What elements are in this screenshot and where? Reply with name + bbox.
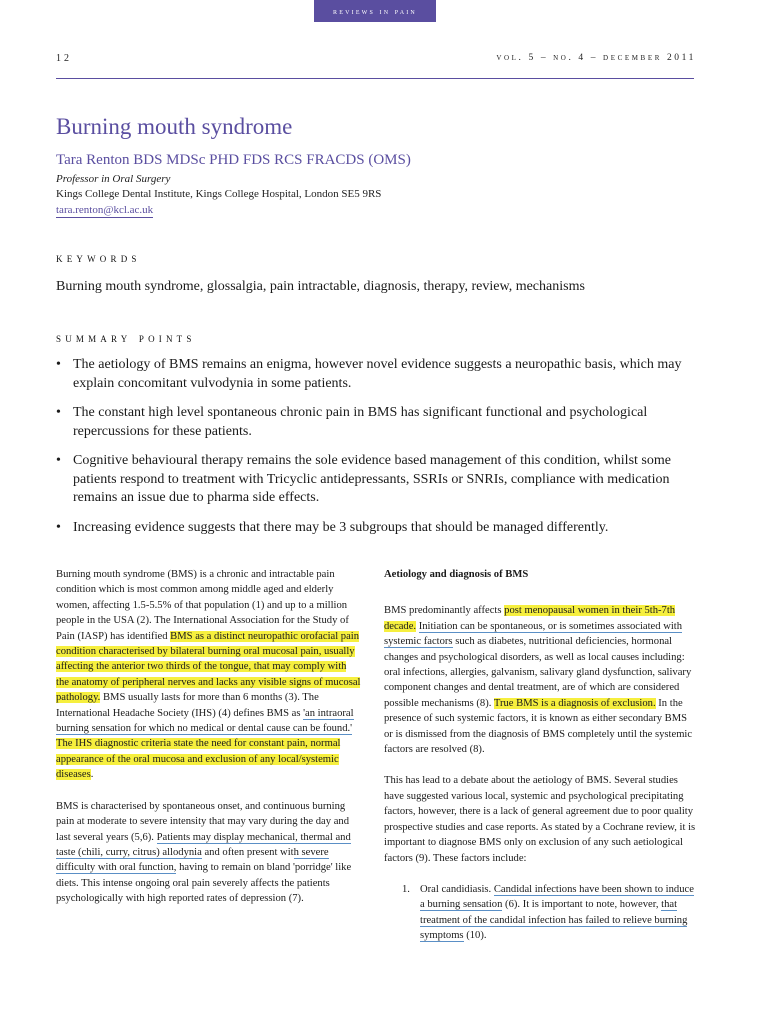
- issue-info: vol. 5 – no. 4 – december 2011: [496, 53, 696, 63]
- debate-paragraph: This has lead to a debate about the aetiology of BMS. Several studies have suggested various local, systemic and psychological precipitating factors, however, there is a lack of general agreement due to poor quality prospective studies and case reports. As stated by a Cochrane review, it is important to diagnose BMS only on exclusion of any such aetiological factors (9). These factors include:: [384, 775, 696, 864]
- summary-points-list: [56, 356, 696, 548]
- text-run: and often present wit: [201, 846, 294, 858]
- text-run: having to remain on bland 'porridge' like diets. This intense ongoing oral pain severely affects the patients psychologically with high reported rates of depression (7).: [56, 862, 352, 905]
- text-run: BMS is characterised by spontaneous onset, and continuous burning pain at moderate to severe intensity that may vary during the day and last several years (5,6).: [56, 800, 349, 843]
- underlined-text: Candidal infections have been shown to induce a burning sensation: [420, 883, 694, 911]
- text-run: Burning mouth syndrome (BMS) is a chronic and intractable pain condition which is most common among middle aged and elderly women, affecting 1.5-5.5% of that population (1) and up to a million people in the USA (2). The International Association for the Study of Pain (IASP) has identified: [56, 569, 349, 642]
- list-number: 1.: [402, 883, 410, 895]
- summary-point: • The constant high level spontaneous chronic pain in BMS has significant functional and psychological repercussions for these patients.: [56, 404, 696, 441]
- text-run: In the presence of such systemic factors, it is known as either secondary BMS or is dismissed from the diagnosis of BMS completely until the systemic factors are resolved (8).: [384, 697, 693, 756]
- text-run: (6). It is important to note, however,: [502, 899, 662, 911]
- underlined-text: 'an intraoral burning sensation for which no medical or dental cause can be found.': [56, 707, 354, 735]
- text-run: .: [90, 769, 94, 781]
- underlined-text: h severe difficulty with oral function,: [56, 846, 329, 874]
- header-rule: [56, 78, 694, 79]
- journal-banner: reviews in pain: [314, 0, 436, 22]
- text-run: (10).: [463, 930, 487, 942]
- summary-point: • The aetiology of BMS remains an enigma, however novel evidence suggests a neuropathic basis, which may explain concomitant vulvodynia in some patients.: [56, 356, 696, 393]
- author-role: Professor in Oral Surgery: [56, 173, 171, 185]
- author-affiliation: Kings College Dental Institute, Kings College Hospital, London SE5 9RS: [56, 188, 382, 200]
- text-run: Oral candidiasis.: [420, 883, 494, 895]
- section-heading-aetiology: Aetiology and diagnosis of BMS: [384, 569, 529, 580]
- highlighted-text: post menopausal women in their 5th-7th decade.: [384, 605, 676, 632]
- summary-heading: summary points: [56, 330, 196, 345]
- author-name: Tara Renton BDS MDSc PHD FDS RCS FRACDS (OMS): [56, 152, 411, 168]
- author-email-link[interactable]: tara.renton@kcl.ac.uk: [56, 204, 154, 216]
- intro-paragraph: [56, 567, 362, 783]
- highlighted-text: BMS as a distinct neuropathic orofacial pain condition characterised by bilateral burning oral mucosal pain, usually affecting the anterior two thirds of the tongue, that may comply with the anatomy of peripheral nerves and lacks any visible signs of mucosal pathology.: [56, 630, 361, 704]
- page-number: 12: [56, 53, 72, 64]
- highlighted-text: True BMS is a diagnosis of exclusion.: [493, 697, 656, 709]
- body-column-left: [56, 567, 362, 923]
- text-run: BMS usually lasts for more than 6 months (3). The International Headache Society (IHS) (4) defines BMS as: [56, 692, 319, 719]
- keywords-text: Burning mouth syndrome, glossalgia, pain intractable, diagnosis, therapy, review, mechanisms: [56, 279, 585, 294]
- list-item: [384, 882, 696, 944]
- factors-list: [384, 882, 696, 944]
- underlined-text: Initiation can be spontaneous, or is sometimes associated with systemic factors: [384, 620, 683, 648]
- summary-point: • Cognitive behavioural therapy remains the sole evidence based management of this condition, whilst some patients respond to treatment with Tricyclic antidepressants, SSRIs or SNRIs, compliance with medication remains an issue due to pharma side effects.: [56, 452, 696, 508]
- summary-point: • Increasing evidence suggests that there may be 3 subgroups that should be managed differently.: [56, 519, 696, 538]
- text-run: such as diabetes, nutritional deficiencies, hormonal changes and psychological disorders, as well as local causes including: oral infections, allergies, galvanism, salivary gland dysfunction, salivary component changes and dental treatment, are of which are considered possible mechanisms (8).: [384, 636, 692, 709]
- characteristics-paragraph: [56, 799, 362, 907]
- underlined-text: Patients may display mechanical, thermal and taste (chili, curry, citrus) allodynia: [56, 831, 351, 858]
- text-run: BMS predominantly affects: [384, 605, 505, 617]
- keywords-heading: keywords: [56, 250, 141, 265]
- underlined-text: that treatment of the candidal infection has failed to relieve burning symptoms: [420, 899, 688, 942]
- article-title: Burning mouth syndrome: [56, 114, 293, 139]
- aetiology-paragraph: [384, 603, 696, 757]
- body-column-right: [384, 567, 696, 944]
- highlighted-text: The IHS diagnostic criteria state the need for constant pain, normal appearance of the oral mucosa and exclusion of any local/systemic diseases: [56, 738, 341, 781]
